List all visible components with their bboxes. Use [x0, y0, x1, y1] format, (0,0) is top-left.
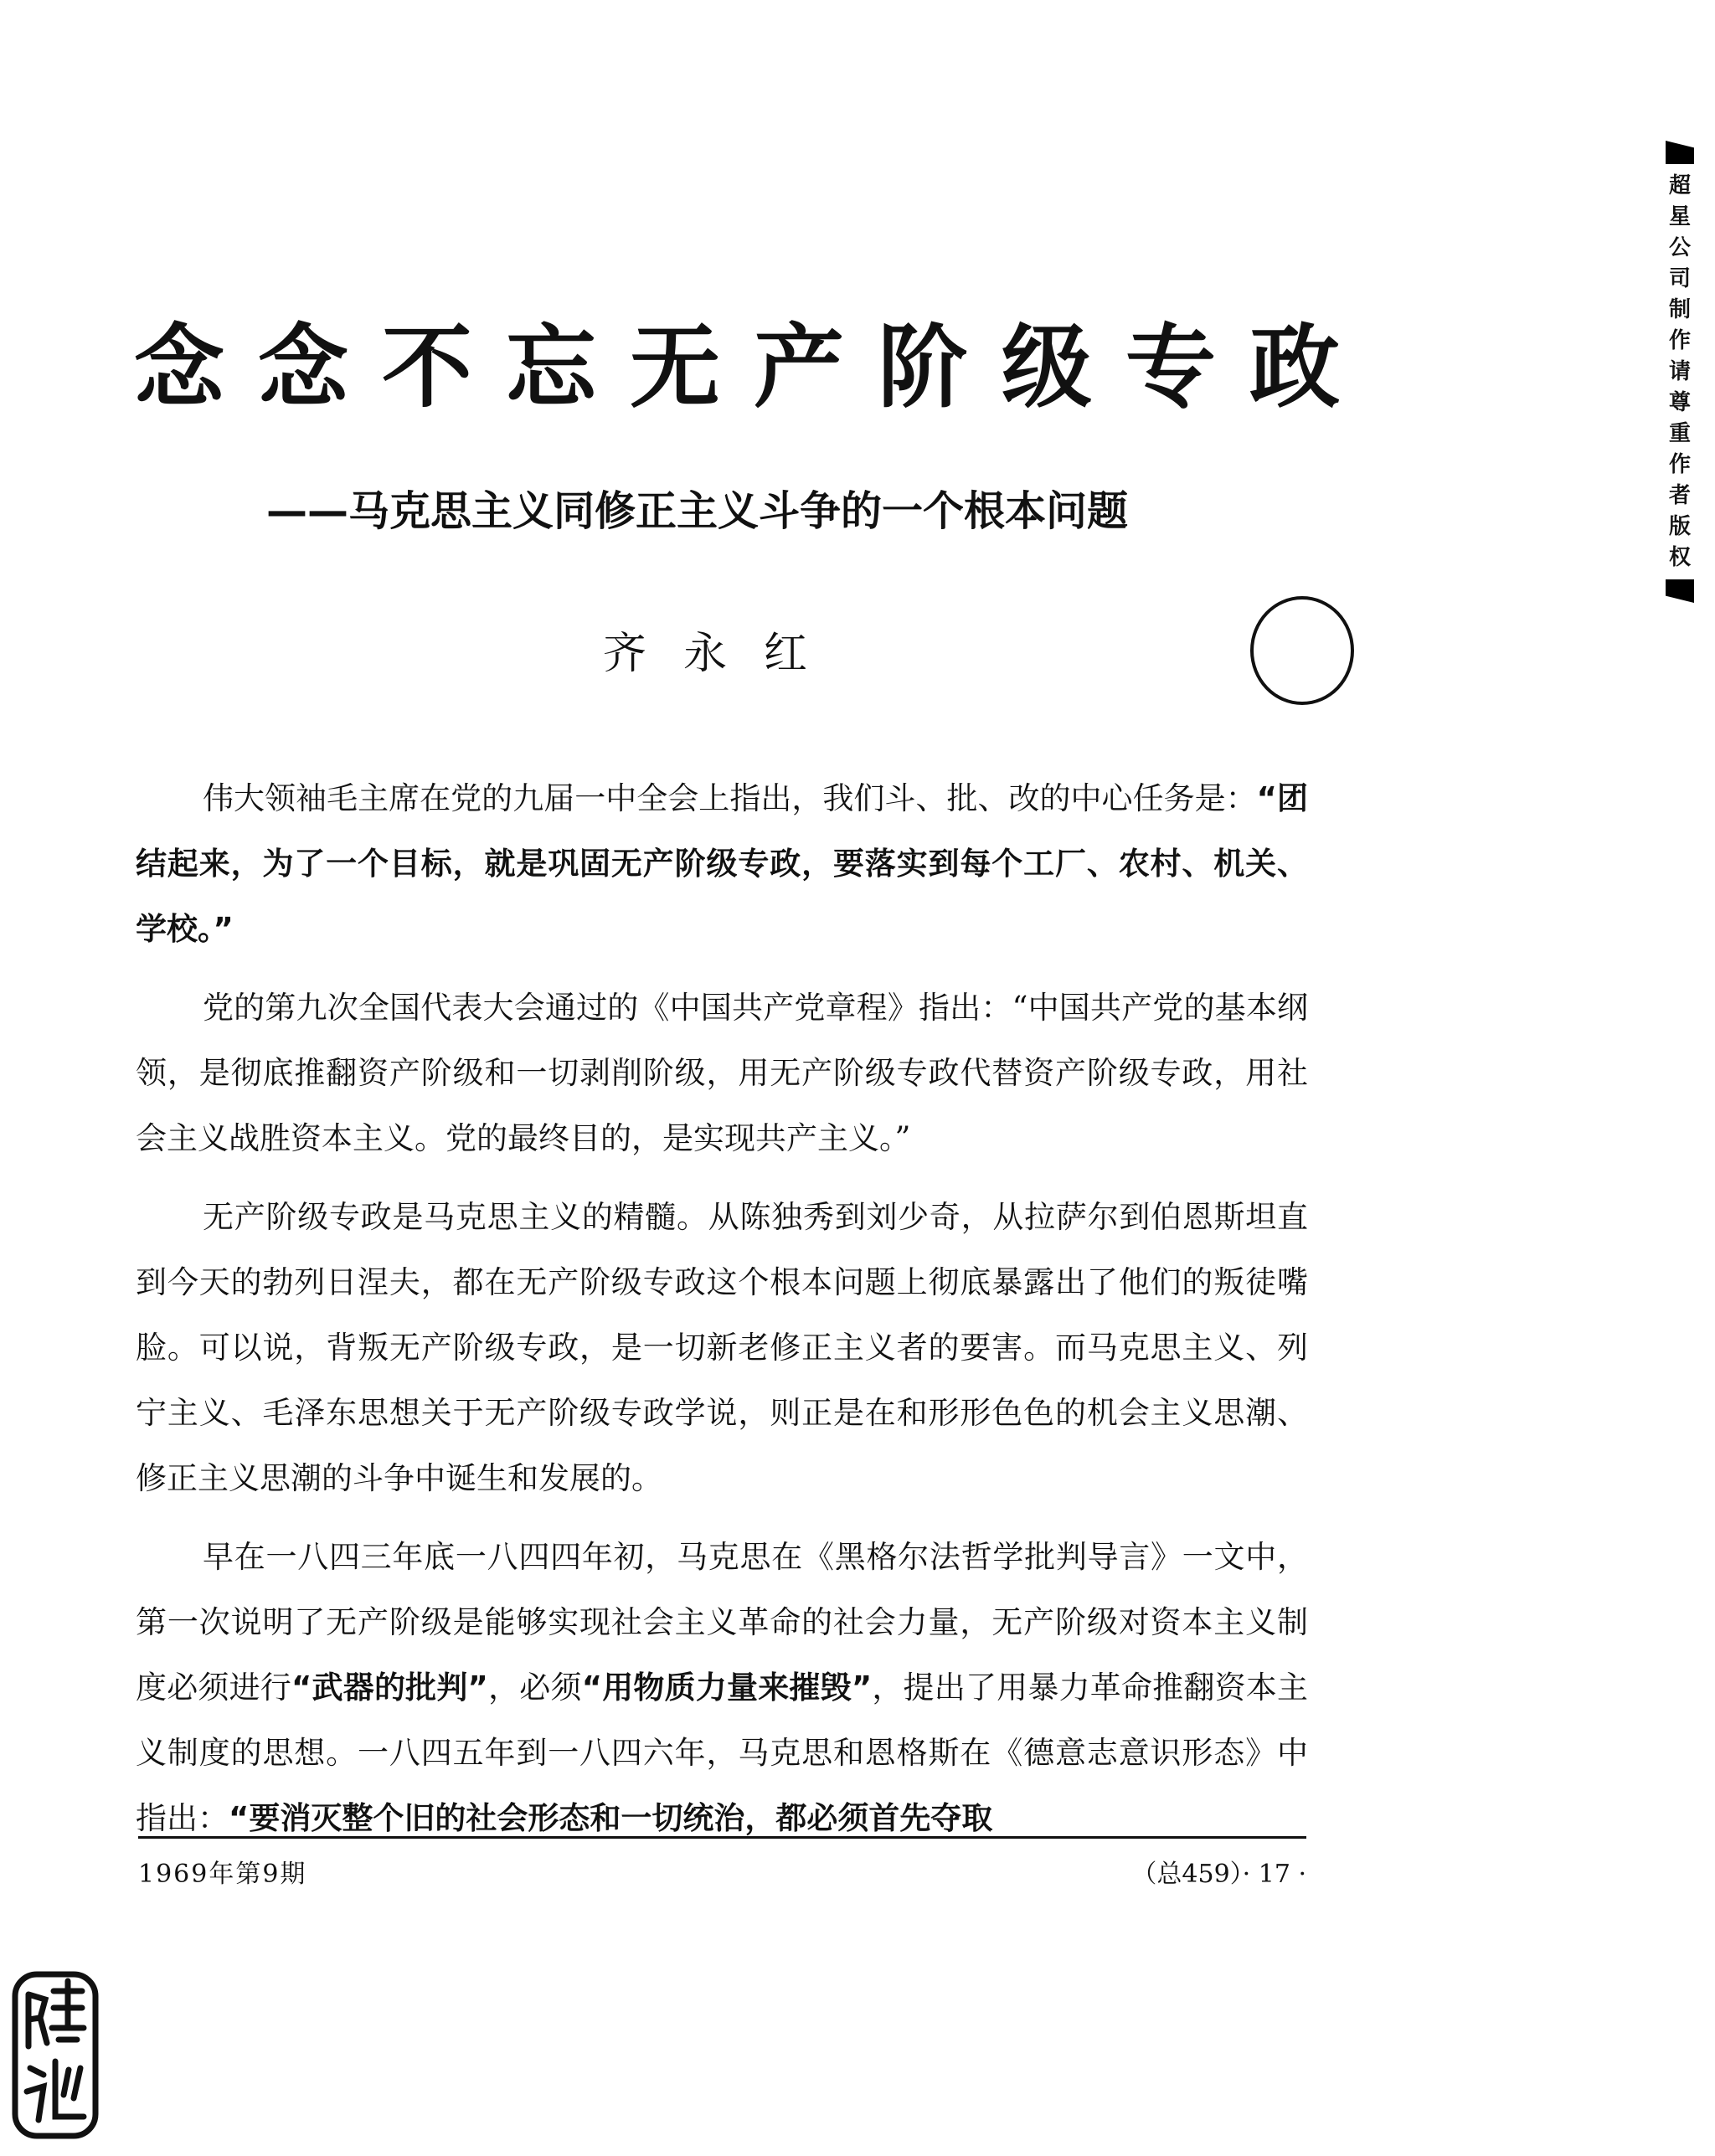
paragraph-text: 早在一八四三年底一八四四年初，马克思在《黑格尔法哲学批判导言》一文中，第一次说明了无产阶级是能够实现社会主义革命的社会力量，无产阶级对资本主义制度必须进行 — [136, 1539, 1308, 1706]
body-paragraph — [136, 1185, 1308, 1511]
paragraph-text: 无产阶级专政是马克思主义的精髓。从陈独秀到刘少奇，从拉萨尔到伯恩斯坦直到今天的勃列日涅夫，都在无产阶级专政这个根本问题上彻底暴露出了他们的叛徒嘴脸。可以说，背叛无产阶级专政，是一切新老修正主义者的要害。而马克思主义、列宁主义、毛泽东思想关于无产阶级专政学说，则正是在和形形色色的机会主义思潮、修正主义思潮的斗争中诞生和发展的。 — [136, 1199, 1308, 1496]
issue-label: 1969年第9期 — [138, 1860, 307, 1889]
footer-rule — [138, 1836, 1306, 1839]
copyright-char: 星 — [1668, 204, 1691, 230]
article-title: 念念不忘无产阶级专政 — [134, 315, 1374, 420]
copyright-char: 作 — [1668, 328, 1691, 354]
copyright-char: 司 — [1668, 266, 1691, 292]
article-body — [136, 766, 1308, 1865]
copyright-char: 权 — [1668, 544, 1691, 570]
quoted-text: “武器的批判” — [291, 1670, 488, 1706]
page-number: （总459）· 17 · — [1131, 1860, 1306, 1889]
article-author: 齐永红 — [603, 629, 845, 679]
copyright-char: 重 — [1668, 420, 1691, 446]
body-paragraph — [136, 1525, 1308, 1851]
copyright-char: 制 — [1668, 297, 1691, 323]
copyright-char: 请 — [1668, 358, 1691, 384]
copyright-notice — [1669, 164, 1691, 579]
copyright-char: 尊 — [1668, 389, 1691, 415]
body-paragraph — [136, 766, 1308, 962]
copyright-char: 超 — [1668, 173, 1691, 199]
circle-mark — [1250, 596, 1354, 705]
article-subtitle: ——马克思主义同修正主义斗争的一个根本问题 — [266, 487, 1129, 535]
copyright-char: 版 — [1668, 513, 1691, 539]
paragraph-text: ，必须 — [487, 1670, 582, 1706]
quoted-text: “要消灭整个旧的社会形态和一切统治，都必须首先夺取 — [229, 1800, 993, 1836]
paragraph-text: 党的第九次全国代表大会通过的《中国共产党章程》指出：“中国共产党的基本纲领，是彻底推翻资产阶级和一切剥削阶级，用无产阶级专政代替资产阶级专政，用社会主义战胜资本主义。党的最终目的，是实现共产主义。” — [136, 990, 1308, 1156]
side-bar-bottom-block — [1666, 579, 1694, 603]
copyright-side-bar — [1664, 141, 1696, 603]
copyright-char: 公 — [1668, 235, 1691, 261]
library-seal-stamp — [10, 1969, 100, 2141]
paragraph-text: 伟大领袖毛主席在党的九届一中全会上指出，我们斗、批、改的中心任务是： — [203, 780, 1257, 816]
side-bar-top-block — [1666, 141, 1694, 164]
body-paragraph — [136, 975, 1308, 1171]
copyright-char: 作 — [1668, 451, 1691, 477]
paragraph-text: ，提出了用暴力革命推翻资本主义制度的思想。一八四五年到一八四六年，马克思和恩格斯在《德意志意识形态》中指出： — [136, 1670, 1308, 1836]
quoted-text: “用物质力量来摧毁” — [581, 1670, 873, 1706]
copyright-char: 者 — [1668, 482, 1691, 508]
quoted-text: “团结起来，为了一个目标，就是巩固无产阶级专政，要落实到每个工厂、农村、机关、学校。” — [136, 780, 1308, 947]
